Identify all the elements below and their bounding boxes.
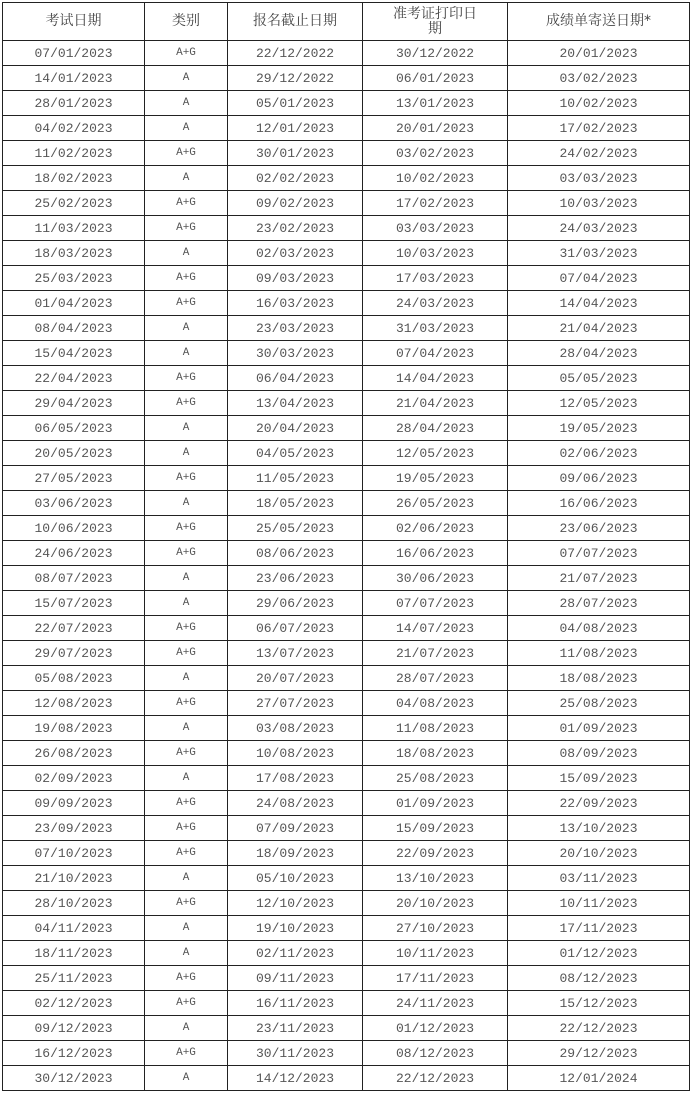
category-cell: A: [145, 1016, 228, 1041]
exam-date-cell: 22/04/2023: [3, 366, 145, 391]
score-report-date-cell: 20/01/2023: [508, 41, 690, 66]
ticket-print-date-cell: 12/05/2023: [363, 441, 508, 466]
category-cell: A+G: [145, 366, 228, 391]
table-row: [3, 266, 690, 291]
registration-deadline-cell: 06/04/2023: [228, 366, 363, 391]
ticket-print-date-cell: 13/10/2023: [363, 866, 508, 891]
table-row: [3, 566, 690, 591]
score-report-date-cell: 22/12/2023: [508, 1016, 690, 1041]
registration-deadline-cell: 29/06/2023: [228, 591, 363, 616]
category-cell: A: [145, 316, 228, 341]
exam-date-cell: 23/09/2023: [3, 816, 145, 841]
ticket-print-date-cell: 31/03/2023: [363, 316, 508, 341]
exam-date-cell: 08/04/2023: [3, 316, 145, 341]
category-cell: A+G: [145, 41, 228, 66]
table-row: [3, 716, 690, 741]
registration-deadline-cell: 29/12/2022: [228, 66, 363, 91]
score-report-date-cell: 03/11/2023: [508, 866, 690, 891]
exam-date-cell: 04/02/2023: [3, 116, 145, 141]
table-row: [3, 866, 690, 891]
category-cell: A: [145, 166, 228, 191]
exam-date-cell: 01/04/2023: [3, 291, 145, 316]
ticket-print-date-cell: 17/02/2023: [363, 191, 508, 216]
score-report-date-cell: 25/08/2023: [508, 691, 690, 716]
table-row: [3, 616, 690, 641]
registration-deadline-cell: 05/10/2023: [228, 866, 363, 891]
table-row: [3, 141, 690, 166]
table-row: [3, 191, 690, 216]
exam-date-cell: 14/01/2023: [3, 66, 145, 91]
table-row: [3, 916, 690, 941]
registration-deadline-cell: 30/03/2023: [228, 341, 363, 366]
registration-deadline-cell: 25/05/2023: [228, 516, 363, 541]
header-exam-date: 考试日期: [3, 3, 145, 41]
table-row: [3, 291, 690, 316]
ticket-print-date-cell: 08/12/2023: [363, 1041, 508, 1066]
ticket-print-date-cell: 07/07/2023: [363, 591, 508, 616]
table-row: [3, 641, 690, 666]
ticket-print-date-cell: 10/11/2023: [363, 941, 508, 966]
ticket-print-date-cell: 01/12/2023: [363, 1016, 508, 1041]
score-report-date-cell: 24/02/2023: [508, 141, 690, 166]
category-cell: A: [145, 1066, 228, 1091]
exam-date-cell: 06/05/2023: [3, 416, 145, 441]
exam-date-cell: 11/02/2023: [3, 141, 145, 166]
registration-deadline-cell: 10/08/2023: [228, 741, 363, 766]
score-report-date-cell: 21/07/2023: [508, 566, 690, 591]
score-report-date-cell: 11/08/2023: [508, 641, 690, 666]
score-report-date-cell: 20/10/2023: [508, 841, 690, 866]
table-row: [3, 1066, 690, 1091]
exam-date-cell: 04/11/2023: [3, 916, 145, 941]
exam-date-cell: 25/03/2023: [3, 266, 145, 291]
table-row: [3, 891, 690, 916]
exam-schedule-table: [2, 2, 690, 1091]
score-report-date-cell: 10/02/2023: [508, 91, 690, 116]
table-row: [3, 66, 690, 91]
ticket-print-date-cell: 20/10/2023: [363, 891, 508, 916]
table-row: [3, 816, 690, 841]
ticket-print-date-cell: 14/04/2023: [363, 366, 508, 391]
score-report-date-cell: 23/06/2023: [508, 516, 690, 541]
score-report-date-cell: 10/11/2023: [508, 891, 690, 916]
exam-date-cell: 28/01/2023: [3, 91, 145, 116]
category-cell: A: [145, 91, 228, 116]
category-cell: A: [145, 241, 228, 266]
category-cell: A+G: [145, 266, 228, 291]
table-row: [3, 366, 690, 391]
score-report-date-cell: 12/01/2024: [508, 1066, 690, 1091]
score-report-date-cell: 03/02/2023: [508, 66, 690, 91]
score-report-date-cell: 19/05/2023: [508, 416, 690, 441]
registration-deadline-cell: 18/05/2023: [228, 491, 363, 516]
registration-deadline-cell: 20/07/2023: [228, 666, 363, 691]
category-cell: A: [145, 116, 228, 141]
exam-date-cell: 30/12/2023: [3, 1066, 145, 1091]
ticket-print-date-cell: 28/04/2023: [363, 416, 508, 441]
exam-date-cell: 27/05/2023: [3, 466, 145, 491]
table-row: [3, 391, 690, 416]
registration-deadline-cell: 13/07/2023: [228, 641, 363, 666]
score-report-date-cell: 02/06/2023: [508, 441, 690, 466]
registration-deadline-cell: 22/12/2022: [228, 41, 363, 66]
exam-date-cell: 15/04/2023: [3, 341, 145, 366]
registration-deadline-cell: 06/07/2023: [228, 616, 363, 641]
registration-deadline-cell: 07/09/2023: [228, 816, 363, 841]
category-cell: A: [145, 916, 228, 941]
score-report-date-cell: 08/12/2023: [508, 966, 690, 991]
table-row: [3, 766, 690, 791]
ticket-print-date-cell: 22/09/2023: [363, 841, 508, 866]
ticket-print-date-cell: 30/06/2023: [363, 566, 508, 591]
category-cell: A: [145, 766, 228, 791]
category-cell: A+G: [145, 891, 228, 916]
registration-deadline-cell: 24/08/2023: [228, 791, 363, 816]
registration-deadline-cell: 23/03/2023: [228, 316, 363, 341]
table-row: [3, 691, 690, 716]
registration-deadline-cell: 09/11/2023: [228, 966, 363, 991]
exam-date-cell: 08/07/2023: [3, 566, 145, 591]
score-report-date-cell: 15/12/2023: [508, 991, 690, 1016]
score-report-date-cell: 07/04/2023: [508, 266, 690, 291]
table-row: [3, 241, 690, 266]
exam-date-cell: 15/07/2023: [3, 591, 145, 616]
ticket-print-date-cell: 14/07/2023: [363, 616, 508, 641]
registration-deadline-cell: 30/01/2023: [228, 141, 363, 166]
score-report-date-cell: 28/04/2023: [508, 341, 690, 366]
score-report-date-cell: 05/05/2023: [508, 366, 690, 391]
table-row: [3, 341, 690, 366]
exam-date-cell: 12/08/2023: [3, 691, 145, 716]
exam-date-cell: 07/10/2023: [3, 841, 145, 866]
score-report-date-cell: 03/03/2023: [508, 166, 690, 191]
registration-deadline-cell: 02/11/2023: [228, 941, 363, 966]
exam-date-cell: 18/03/2023: [3, 241, 145, 266]
exam-date-cell: 09/12/2023: [3, 1016, 145, 1041]
category-cell: A: [145, 341, 228, 366]
exam-date-cell: 25/02/2023: [3, 191, 145, 216]
category-cell: A: [145, 716, 228, 741]
exam-date-cell: 16/12/2023: [3, 1041, 145, 1066]
ticket-print-date-cell: 27/10/2023: [363, 916, 508, 941]
ticket-print-date-cell: 20/01/2023: [363, 116, 508, 141]
score-report-date-cell: 29/12/2023: [508, 1041, 690, 1066]
ticket-print-date-cell: 24/03/2023: [363, 291, 508, 316]
registration-deadline-cell: 30/11/2023: [228, 1041, 363, 1066]
exam-date-cell: 29/04/2023: [3, 391, 145, 416]
score-report-date-cell: 01/09/2023: [508, 716, 690, 741]
score-report-date-cell: 18/08/2023: [508, 666, 690, 691]
score-report-date-cell: 09/06/2023: [508, 466, 690, 491]
category-cell: A+G: [145, 391, 228, 416]
score-report-date-cell: 21/04/2023: [508, 316, 690, 341]
score-report-date-cell: 12/05/2023: [508, 391, 690, 416]
exam-date-cell: 26/08/2023: [3, 741, 145, 766]
ticket-print-date-cell: 19/05/2023: [363, 466, 508, 491]
ticket-print-date-cell: 10/02/2023: [363, 166, 508, 191]
category-cell: A+G: [145, 791, 228, 816]
score-report-date-cell: 14/04/2023: [508, 291, 690, 316]
exam-date-cell: 24/06/2023: [3, 541, 145, 566]
score-report-date-cell: 28/07/2023: [508, 591, 690, 616]
ticket-print-date-cell: 26/05/2023: [363, 491, 508, 516]
registration-deadline-cell: 12/01/2023: [228, 116, 363, 141]
ticket-print-date-cell: 25/08/2023: [363, 766, 508, 791]
ticket-print-date-cell: 03/03/2023: [363, 216, 508, 241]
table-row: [3, 791, 690, 816]
category-cell: A: [145, 66, 228, 91]
registration-deadline-cell: 08/06/2023: [228, 541, 363, 566]
score-report-date-cell: 16/06/2023: [508, 491, 690, 516]
score-report-date-cell: 08/09/2023: [508, 741, 690, 766]
ticket-print-date-cell: 10/03/2023: [363, 241, 508, 266]
score-report-date-cell: 22/09/2023: [508, 791, 690, 816]
table-row: [3, 966, 690, 991]
category-cell: A: [145, 441, 228, 466]
exam-date-cell: 18/02/2023: [3, 166, 145, 191]
table-row: [3, 541, 690, 566]
ticket-print-date-cell: 06/01/2023: [363, 66, 508, 91]
table-row: [3, 991, 690, 1016]
exam-date-cell: 11/03/2023: [3, 216, 145, 241]
category-cell: A+G: [145, 1041, 228, 1066]
exam-date-cell: 21/10/2023: [3, 866, 145, 891]
ticket-print-date-cell: 17/03/2023: [363, 266, 508, 291]
score-report-date-cell: 17/11/2023: [508, 916, 690, 941]
score-report-date-cell: 24/03/2023: [508, 216, 690, 241]
registration-deadline-cell: 17/08/2023: [228, 766, 363, 791]
ticket-print-date-cell: 13/01/2023: [363, 91, 508, 116]
category-cell: A+G: [145, 691, 228, 716]
registration-deadline-cell: 09/03/2023: [228, 266, 363, 291]
category-cell: A+G: [145, 841, 228, 866]
registration-deadline-cell: 16/03/2023: [228, 291, 363, 316]
table-row: [3, 591, 690, 616]
ticket-print-date-cell: 02/06/2023: [363, 516, 508, 541]
score-report-date-cell: 31/03/2023: [508, 241, 690, 266]
registration-deadline-cell: 13/04/2023: [228, 391, 363, 416]
registration-deadline-cell: 02/03/2023: [228, 241, 363, 266]
category-cell: A+G: [145, 816, 228, 841]
table-row: [3, 41, 690, 66]
registration-deadline-cell: 03/08/2023: [228, 716, 363, 741]
category-cell: A: [145, 491, 228, 516]
score-report-date-cell: 17/02/2023: [508, 116, 690, 141]
exam-date-cell: 07/01/2023: [3, 41, 145, 66]
category-cell: A+G: [145, 516, 228, 541]
ticket-print-date-cell: 17/11/2023: [363, 966, 508, 991]
table-row: [3, 1016, 690, 1041]
ticket-print-date-cell: 30/12/2022: [363, 41, 508, 66]
category-cell: A+G: [145, 966, 228, 991]
registration-deadline-cell: 18/09/2023: [228, 841, 363, 866]
ticket-print-date-cell: 21/07/2023: [363, 641, 508, 666]
header-row: [3, 3, 690, 41]
category-cell: A+G: [145, 291, 228, 316]
exam-date-cell: 25/11/2023: [3, 966, 145, 991]
exam-date-cell: 28/10/2023: [3, 891, 145, 916]
exam-date-cell: 03/06/2023: [3, 491, 145, 516]
registration-deadline-cell: 11/05/2023: [228, 466, 363, 491]
ticket-print-date-cell: 15/09/2023: [363, 816, 508, 841]
registration-deadline-cell: 20/04/2023: [228, 416, 363, 441]
table-row: [3, 316, 690, 341]
category-cell: A: [145, 666, 228, 691]
category-cell: A+G: [145, 741, 228, 766]
ticket-print-date-cell: 22/12/2023: [363, 1066, 508, 1091]
exam-date-cell: 18/11/2023: [3, 941, 145, 966]
table-row: [3, 941, 690, 966]
registration-deadline-cell: 02/02/2023: [228, 166, 363, 191]
category-cell: A+G: [145, 466, 228, 491]
table-row: [3, 116, 690, 141]
registration-deadline-cell: 04/05/2023: [228, 441, 363, 466]
registration-deadline-cell: 16/11/2023: [228, 991, 363, 1016]
ticket-print-date-cell: 11/08/2023: [363, 716, 508, 741]
registration-deadline-cell: 23/02/2023: [228, 216, 363, 241]
registration-deadline-cell: 09/02/2023: [228, 191, 363, 216]
ticket-print-date-cell: 16/06/2023: [363, 541, 508, 566]
category-cell: A+G: [145, 641, 228, 666]
table-row: [3, 491, 690, 516]
exam-date-cell: 22/07/2023: [3, 616, 145, 641]
category-cell: A+G: [145, 191, 228, 216]
registration-deadline-cell: 14/12/2023: [228, 1066, 363, 1091]
ticket-print-date-cell: 01/09/2023: [363, 791, 508, 816]
exam-date-cell: 19/08/2023: [3, 716, 145, 741]
category-cell: A: [145, 941, 228, 966]
registration-deadline-cell: 27/07/2023: [228, 691, 363, 716]
table-row: [3, 666, 690, 691]
category-cell: A: [145, 866, 228, 891]
table-row: [3, 441, 690, 466]
category-cell: A: [145, 591, 228, 616]
score-report-date-cell: 04/08/2023: [508, 616, 690, 641]
registration-deadline-cell: 12/10/2023: [228, 891, 363, 916]
ticket-print-date-cell: 24/11/2023: [363, 991, 508, 1016]
exam-date-cell: 10/06/2023: [3, 516, 145, 541]
exam-date-cell: 02/09/2023: [3, 766, 145, 791]
registration-deadline-cell: 23/11/2023: [228, 1016, 363, 1041]
header-score-report-date: 成绩单寄送日期*: [508, 3, 690, 41]
registration-deadline-cell: 19/10/2023: [228, 916, 363, 941]
category-cell: A+G: [145, 141, 228, 166]
table-row: [3, 166, 690, 191]
score-report-date-cell: 01/12/2023: [508, 941, 690, 966]
header-admission-ticket-print-date: 准考证打印日期: [363, 3, 508, 41]
category-cell: A: [145, 566, 228, 591]
table-row: [3, 841, 690, 866]
header-registration-deadline: 报名截止日期: [228, 3, 363, 41]
score-report-date-cell: 15/09/2023: [508, 766, 690, 791]
category-cell: A+G: [145, 616, 228, 641]
table-row: [3, 1041, 690, 1066]
exam-date-cell: 29/07/2023: [3, 641, 145, 666]
score-report-date-cell: 10/03/2023: [508, 191, 690, 216]
table-row: [3, 216, 690, 241]
ticket-print-date-cell: 07/04/2023: [363, 341, 508, 366]
ticket-print-date-cell: 21/04/2023: [363, 391, 508, 416]
score-report-date-cell: 13/10/2023: [508, 816, 690, 841]
table-row: [3, 516, 690, 541]
table-row: [3, 91, 690, 116]
registration-deadline-cell: 05/01/2023: [228, 91, 363, 116]
category-cell: A+G: [145, 541, 228, 566]
table-row: [3, 466, 690, 491]
exam-date-cell: 09/09/2023: [3, 791, 145, 816]
category-cell: A: [145, 416, 228, 441]
category-cell: A+G: [145, 991, 228, 1016]
table-row: [3, 416, 690, 441]
exam-date-cell: 05/08/2023: [3, 666, 145, 691]
registration-deadline-cell: 23/06/2023: [228, 566, 363, 591]
table-row: [3, 741, 690, 766]
exam-date-cell: 02/12/2023: [3, 991, 145, 1016]
header-category: 类别: [145, 3, 228, 41]
exam-date-cell: 20/05/2023: [3, 441, 145, 466]
ticket-print-date-cell: 28/07/2023: [363, 666, 508, 691]
ticket-print-date-cell: 04/08/2023: [363, 691, 508, 716]
category-cell: A+G: [145, 216, 228, 241]
ticket-print-date-cell: 18/08/2023: [363, 741, 508, 766]
ticket-print-date-cell: 03/02/2023: [363, 141, 508, 166]
score-report-date-cell: 07/07/2023: [508, 541, 690, 566]
